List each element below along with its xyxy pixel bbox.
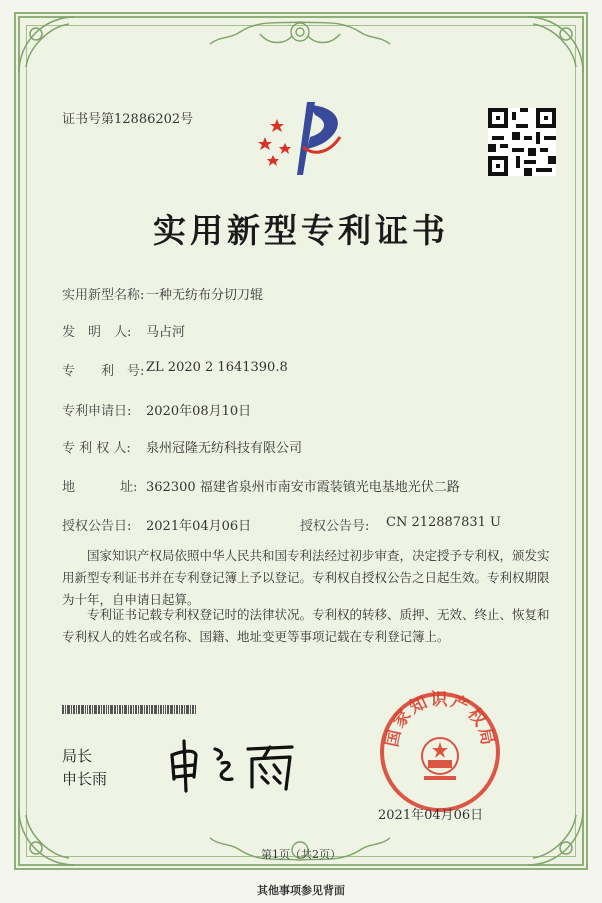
barcode-icon xyxy=(62,705,242,714)
official-seal-icon xyxy=(378,690,502,814)
grant-paragraph: 国家知识产权局依照中华人民共和国专利法经过初步审查，决定授予专利权，颁发实用新型专利证书并在专利登记簿上予以登记。专利权自授权公告之日起生效。专利权期限为十年，自申请日起算。 xyxy=(62,548,550,607)
svg-text:国家知识产权局 xyxy=(382,690,497,749)
pub-no-value: CN 212887831 U xyxy=(386,515,501,530)
inventor-value: 马占河 xyxy=(146,325,186,340)
pub-no-label: 授权公告号: xyxy=(300,519,370,534)
qr-code-icon xyxy=(488,108,556,176)
seal-date: 2021年04月06日 xyxy=(378,808,484,823)
legal-status-paragraph: 专利证书记载专利权登记时的法律状况。专利权的转移、质押、无效、终止、恢复和专利权人的姓名或名称、国籍、地址变更等事项记载在专利登记簿上。 xyxy=(62,607,550,644)
name-value: 一种无纺布分切刀辊 xyxy=(146,288,264,303)
owner-label: 专 利 权 人: xyxy=(62,441,131,456)
apply-date-label: 专利申请日: xyxy=(62,404,132,419)
footer-note: 其他事项参见背面 xyxy=(257,884,345,897)
owner-value: 泉州冠隆无纺科技有限公司 xyxy=(146,441,303,456)
certificate-number: 证书号第12886202号 xyxy=(62,112,194,127)
address-value: 362300 福建省泉州市南安市霞装镇光电基地光伏二路 xyxy=(146,480,460,495)
certificate-title: 实用新型专利证书 xyxy=(153,211,449,250)
top-ornament xyxy=(200,14,400,64)
seal-text: 国家知识产权局 xyxy=(382,690,498,749)
pub-date-label: 授权公告日: xyxy=(62,519,132,534)
inventor-label: 发 明 人: xyxy=(62,325,132,340)
page-info: 第1页（共2页） xyxy=(261,848,341,861)
director-title: 局长 xyxy=(62,747,93,765)
address-label-suffix: 址: xyxy=(120,480,138,495)
address-label: 地 xyxy=(62,480,76,495)
corner-ornament-tr xyxy=(518,12,588,82)
patent-value: ZL 2020 2 1641390.8 xyxy=(146,360,288,375)
pub-date-value: 2021年04月06日 xyxy=(146,519,252,534)
signature-image xyxy=(160,735,310,795)
name-label: 实用新型名称: xyxy=(62,288,145,303)
corner-ornament-tl xyxy=(14,12,84,82)
director-name: 申长雨 xyxy=(62,770,108,788)
cnipa-logo-icon xyxy=(255,97,355,182)
patent-label: 专 利 号: xyxy=(62,364,145,379)
apply-date-value: 2020年08月10日 xyxy=(146,404,252,419)
